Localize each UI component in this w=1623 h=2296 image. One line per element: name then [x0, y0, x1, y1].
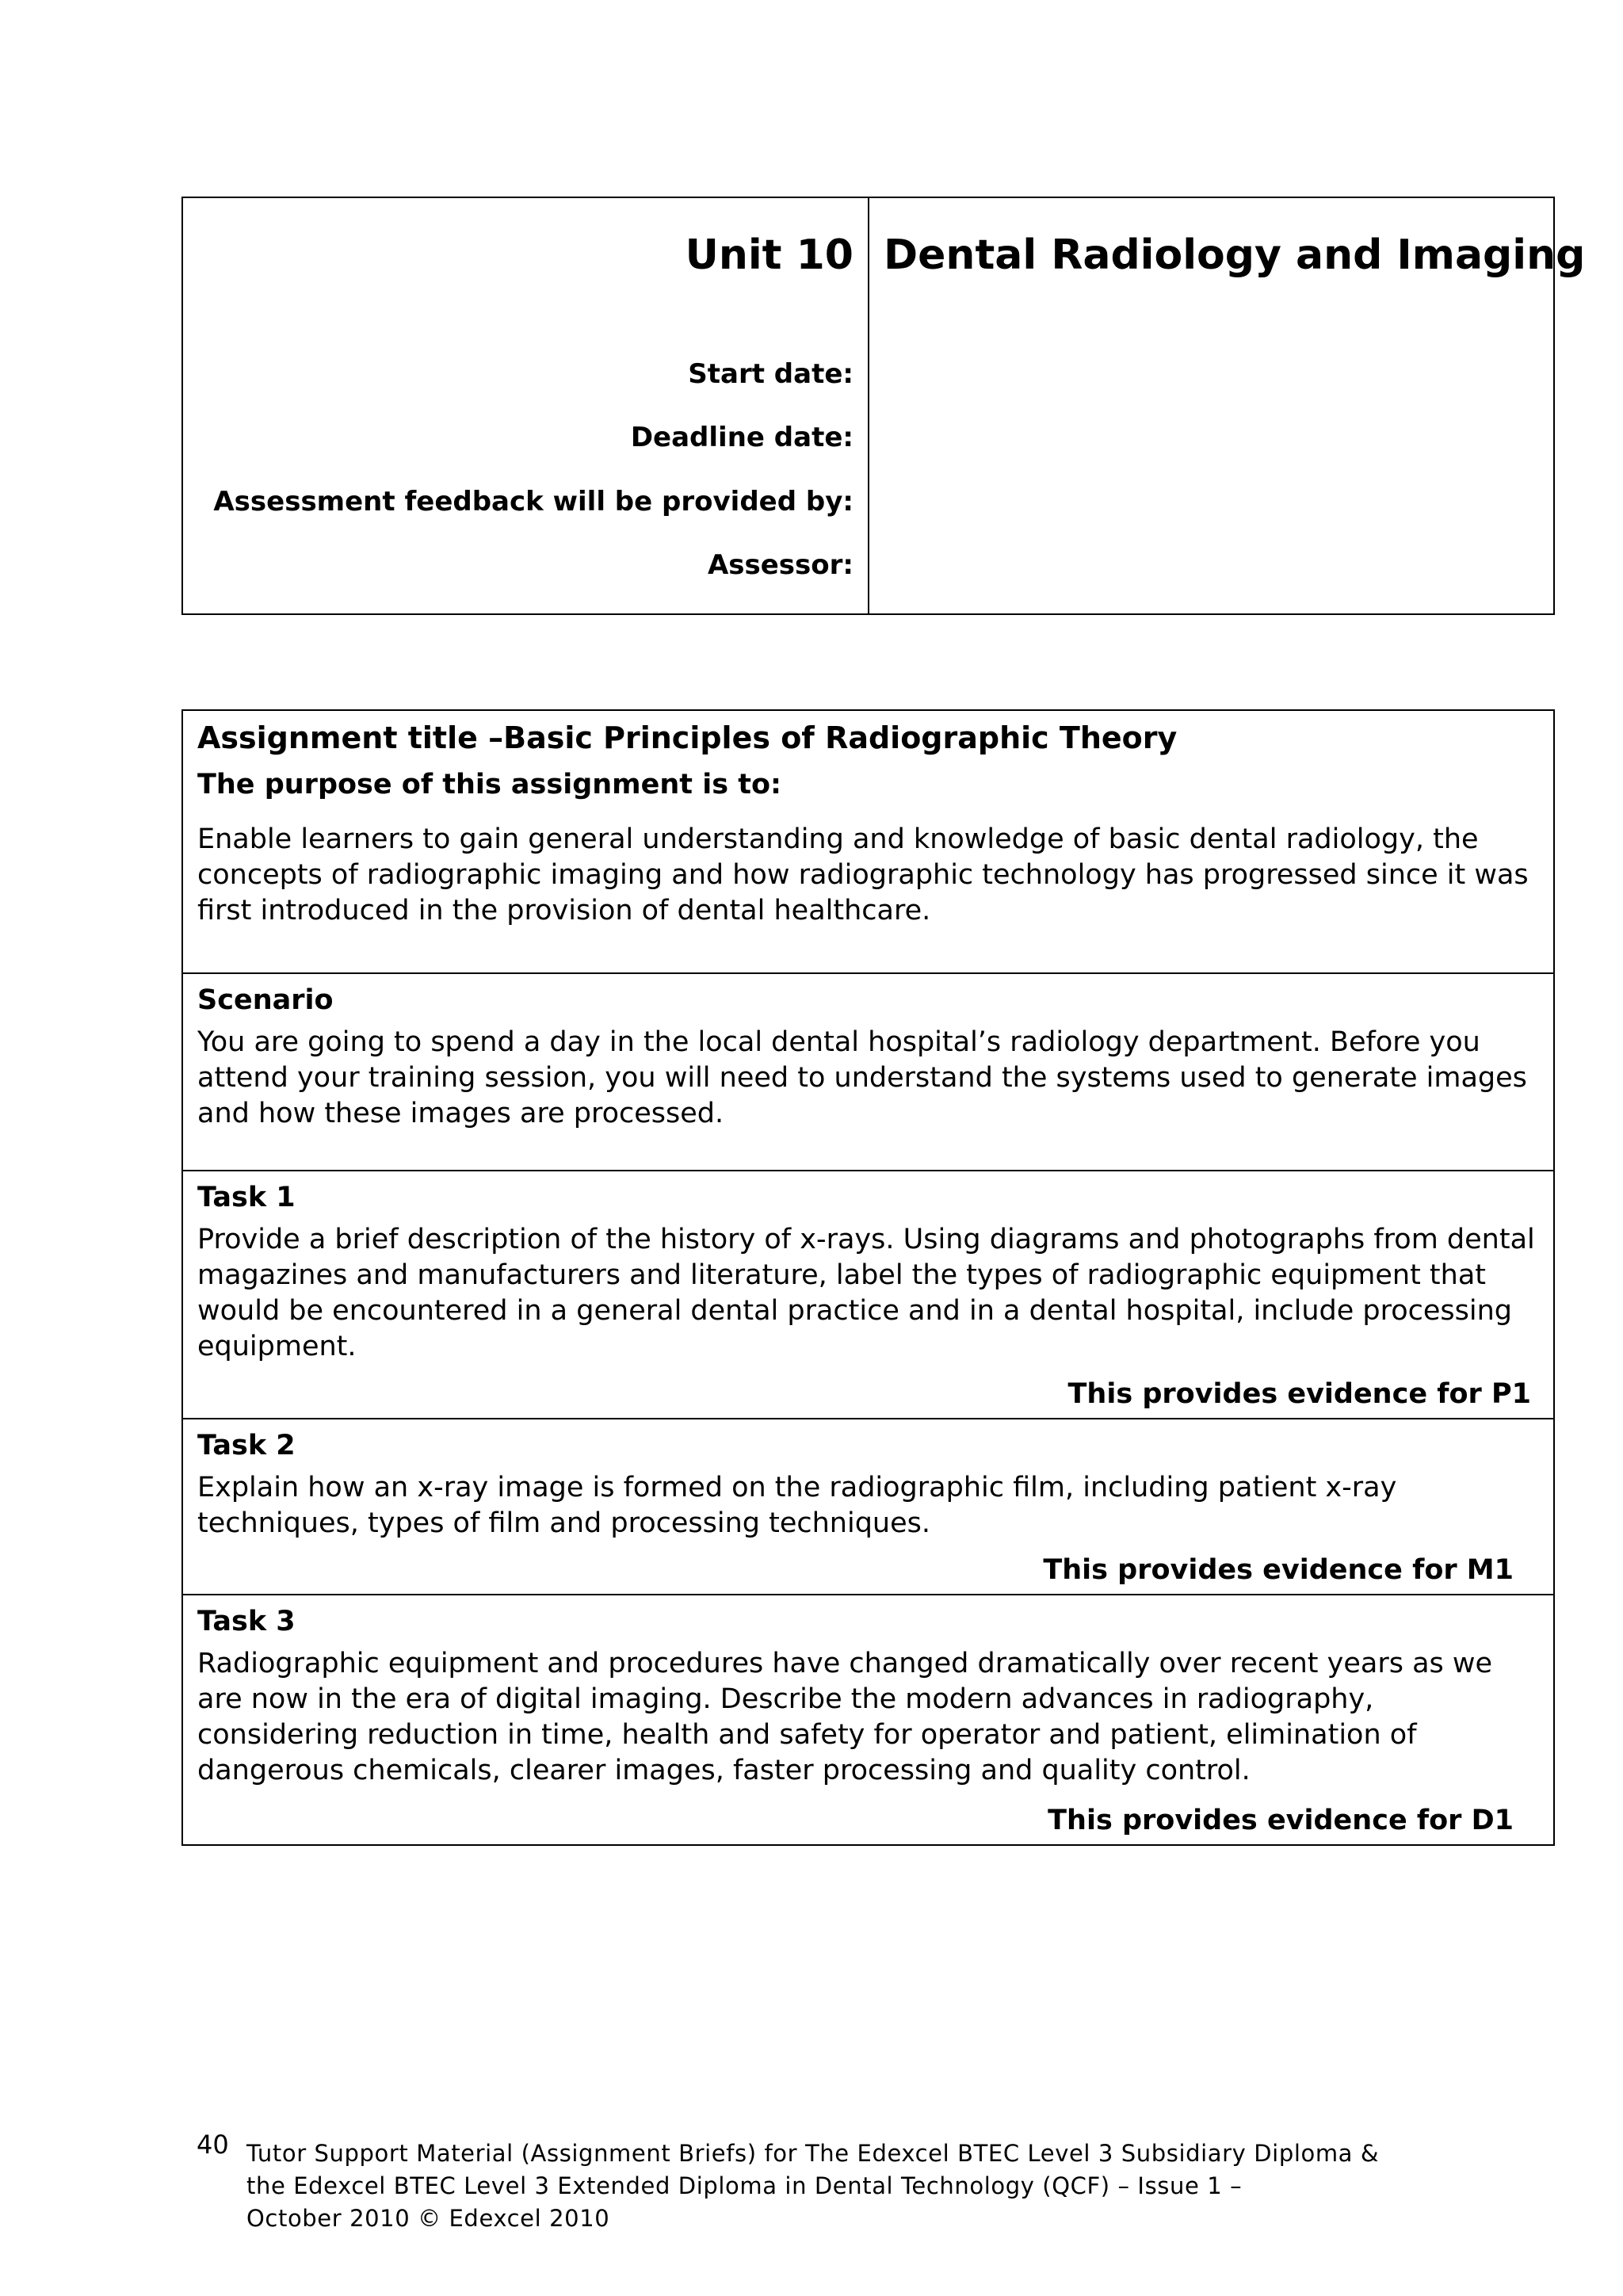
- footer-text: [246, 2137, 1435, 2235]
- unit-header-table: [181, 197, 1586, 615]
- unit-header-right-cell: [869, 198, 1586, 613]
- unit-number: Unit 10: [685, 231, 854, 279]
- scenario-heading: Scenario: [197, 984, 334, 1016]
- start-date-label: Start date:: [688, 358, 854, 390]
- task-1-evidence: This provides evidence for P1: [1067, 1378, 1531, 1410]
- assessor-label: Assessor:: [707, 549, 854, 581]
- assignment-brief-table: [181, 709, 1555, 1846]
- task-2-evidence: This provides evidence for M1: [1043, 1554, 1514, 1586]
- unit-title: Dental Radiology and Imaging: [884, 231, 1586, 279]
- assignment-purpose-section: [183, 711, 1553, 974]
- task-3-evidence: This provides evidence for D1: [1048, 1805, 1514, 1836]
- footer-line: October 2010 © Edexcel 2010: [246, 2205, 610, 2232]
- task-3-section: [183, 1595, 1553, 1844]
- footer-line: the Edexcel BTEC Level 3 Extended Diploma in Dental Technology (QCF) – Issue 1 –: [246, 2172, 1243, 2199]
- task-1-section: [183, 1171, 1553, 1419]
- assignment-title: Assignment title –Basic Principles of Radiographic Theory: [197, 720, 1178, 755]
- deadline-date-label: Deadline date:: [630, 422, 854, 453]
- unit-header-left-cell: [183, 198, 869, 613]
- task-2-body: Explain how an x-ray image is formed on the radiographic film, including patient x-ray techniques, types of film and processing techniques.: [197, 1472, 1397, 1539]
- purpose-body: Enable learners to gain general understanding and knowledge of basic dental radiology, the concepts of radiographic imaging and how radiographic technology has progressed since it was first introduced in the provision of dental healthcare.: [197, 823, 1529, 926]
- task-3-body: Radiographic equipment and procedures have changed dramatically over recent years as we are now in the era of digital imaging. Describe the modern advances in radiography, considering reduction in time, health and safety for operator and patient, elimination of dangerous chemicals, clearer images, faster processing and quality control.: [197, 1648, 1493, 1786]
- task-2-heading: Task 2: [197, 1430, 296, 1461]
- footer-line: Tutor Support Material (Assignment Briefs) for The Edexcel BTEC Level 3 Subsidiary Diploma &: [246, 2140, 1380, 2167]
- feedback-date-label: Assessment feedback will be provided by:: [213, 486, 854, 518]
- purpose-heading: The purpose of this assignment is to:: [197, 769, 781, 800]
- task-2-section: [183, 1419, 1553, 1595]
- task-3-heading: Task 3: [197, 1606, 296, 1637]
- scenario-body: You are going to spend a day in the local dental hospital’s radiology department. Before you attend your training session, you will need to understand the systems used to generate images and how these images are processed.: [197, 1026, 1527, 1129]
- task-1-body: Provide a brief description of the history of x-rays. Using diagrams and photographs from dental magazines and manufacturers and literature, label the types of radiographic equipment that would be encountered in a general dental practice and in a dental hospital, include processing equipment.: [197, 1224, 1535, 1362]
- page-number: 40: [197, 2130, 229, 2160]
- scenario-section: [183, 974, 1553, 1171]
- task-1-heading: Task 1: [197, 1182, 296, 1213]
